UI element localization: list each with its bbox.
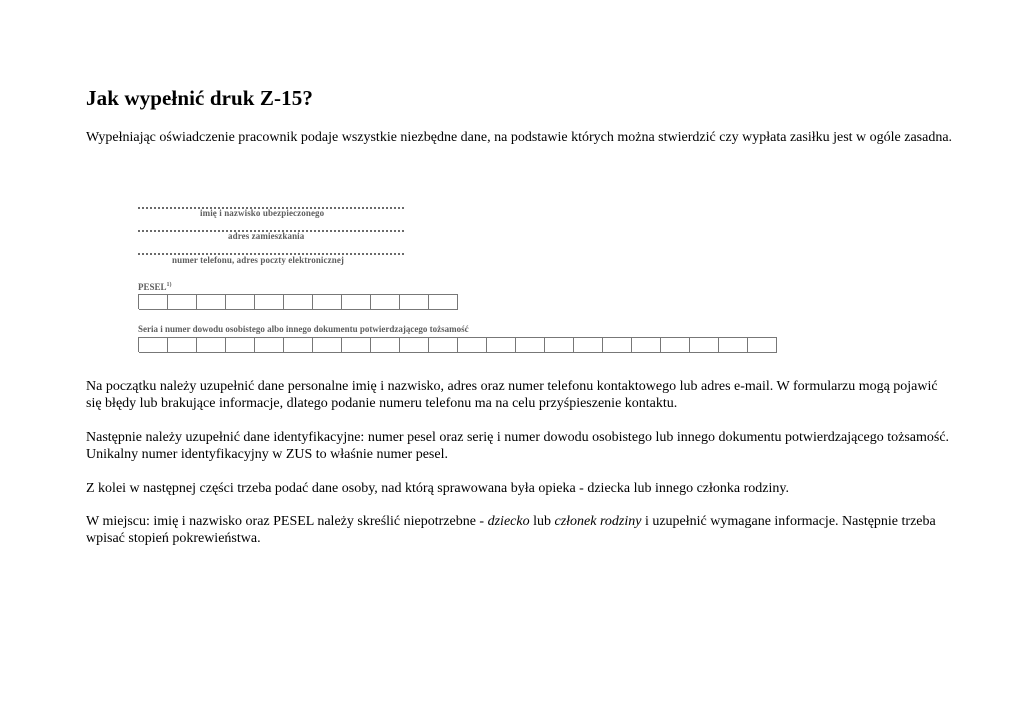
pesel-digit-box xyxy=(284,294,313,310)
pesel-boxes xyxy=(138,294,458,309)
id-document-char-box xyxy=(284,337,313,353)
pesel-label-text: PESEL xyxy=(138,282,167,292)
intro-paragraph: Wypełniając oświadczenie pracownik podaje wszystkie niezbędne dane, na podstawie których można stwierdzić czy wypłata zasiłku jest w ogóle zasadna. xyxy=(86,130,953,145)
id-document-char-box xyxy=(226,337,255,353)
pesel-digit-box xyxy=(255,294,284,310)
id-document-char-box xyxy=(139,337,168,353)
paragraph-identification: Następnie należy uzupełnić dane identyfikacyjne: numer pesel oraz serię i numer dowodu osobistego lub innego dokumentu potwierdzającego tożsamość. Unikalny numer identyfikacyjny w ZUS to właśnie numer pesel. xyxy=(86,430,950,462)
id-document-boxes xyxy=(138,337,777,352)
pesel-label xyxy=(138,282,172,292)
id-document-char-box xyxy=(429,337,458,353)
pesel-digit-box xyxy=(168,294,197,310)
id-document-char-box xyxy=(168,337,197,353)
id-document-char-box xyxy=(574,337,603,353)
id-document-char-box xyxy=(603,337,632,353)
id-document-char-box xyxy=(342,337,371,353)
id-document-char-box xyxy=(516,337,545,353)
paragraph-cross-out-part2: lub xyxy=(529,514,555,529)
id-document-char-box xyxy=(400,337,429,353)
pesel-digit-box xyxy=(371,294,400,310)
paragraph-cross-out-part3: i uzupełnić wymagane informacje. Następnie trzeba wpisać stopień pokrewieństwa. xyxy=(86,514,936,546)
id-document-char-box xyxy=(313,337,342,353)
paragraph-personal-data: Na początku należy uzupełnić dane personalne imię i nazwisko, adres oraz numer telefonu kontaktowego lub adres e-mail. W formularzu mogą pojawić się błędy lub brakujące informacje, dlatego podanie numeru telefonu ma na celu przyśpieszenie kontaktu. xyxy=(86,379,938,411)
paragraph-cross-out xyxy=(86,513,956,547)
id-document-char-box xyxy=(690,337,719,353)
id-document-char-box xyxy=(197,337,226,353)
page-title: Jak wypełnić druk Z-15? xyxy=(86,86,313,110)
pesel-digit-box xyxy=(226,294,255,310)
pesel-digit-box xyxy=(429,294,458,310)
pesel-digit-box xyxy=(139,294,168,310)
paragraph-cross-out-part1: W miejscu: imię i nazwisko oraz PESEL należy skreślić niepotrzebne - xyxy=(86,514,488,529)
pesel-digit-box xyxy=(342,294,371,310)
paragraph-care-person: Z kolei w następnej części trzeba podać dane osoby, nad którą sprawowana była opieka - dziecka lub innego członka rodziny. xyxy=(86,481,789,496)
id-document-char-box xyxy=(255,337,284,353)
field-caption-phone: numer telefonu, adres poczty elektronicznej xyxy=(172,255,345,265)
form-image xyxy=(136,200,776,358)
id-document-char-box xyxy=(661,337,690,353)
field-caption-name: imię i nazwisko ubezpieczonego xyxy=(200,208,325,218)
id-document-char-box xyxy=(632,337,661,353)
emphasis-family-member: członek rodziny xyxy=(554,514,642,529)
id-document-char-box xyxy=(748,337,777,353)
pesel-footnote-marker: 1) xyxy=(166,282,172,288)
emphasis-child: dziecko xyxy=(487,514,530,529)
id-document-char-box xyxy=(545,337,574,353)
pesel-digit-box xyxy=(400,294,429,310)
pesel-digit-box xyxy=(197,294,226,310)
field-caption-address: adres zamieszkania xyxy=(228,231,305,241)
id-document-char-box xyxy=(458,337,487,353)
id-document-char-box xyxy=(719,337,748,353)
id-document-char-box xyxy=(487,337,516,353)
id-document-label: Seria i numer dowodu osobistego albo innego dokumentu potwierdzającego tożsamość xyxy=(138,324,469,334)
pesel-digit-box xyxy=(313,294,342,310)
id-document-char-box xyxy=(371,337,400,353)
